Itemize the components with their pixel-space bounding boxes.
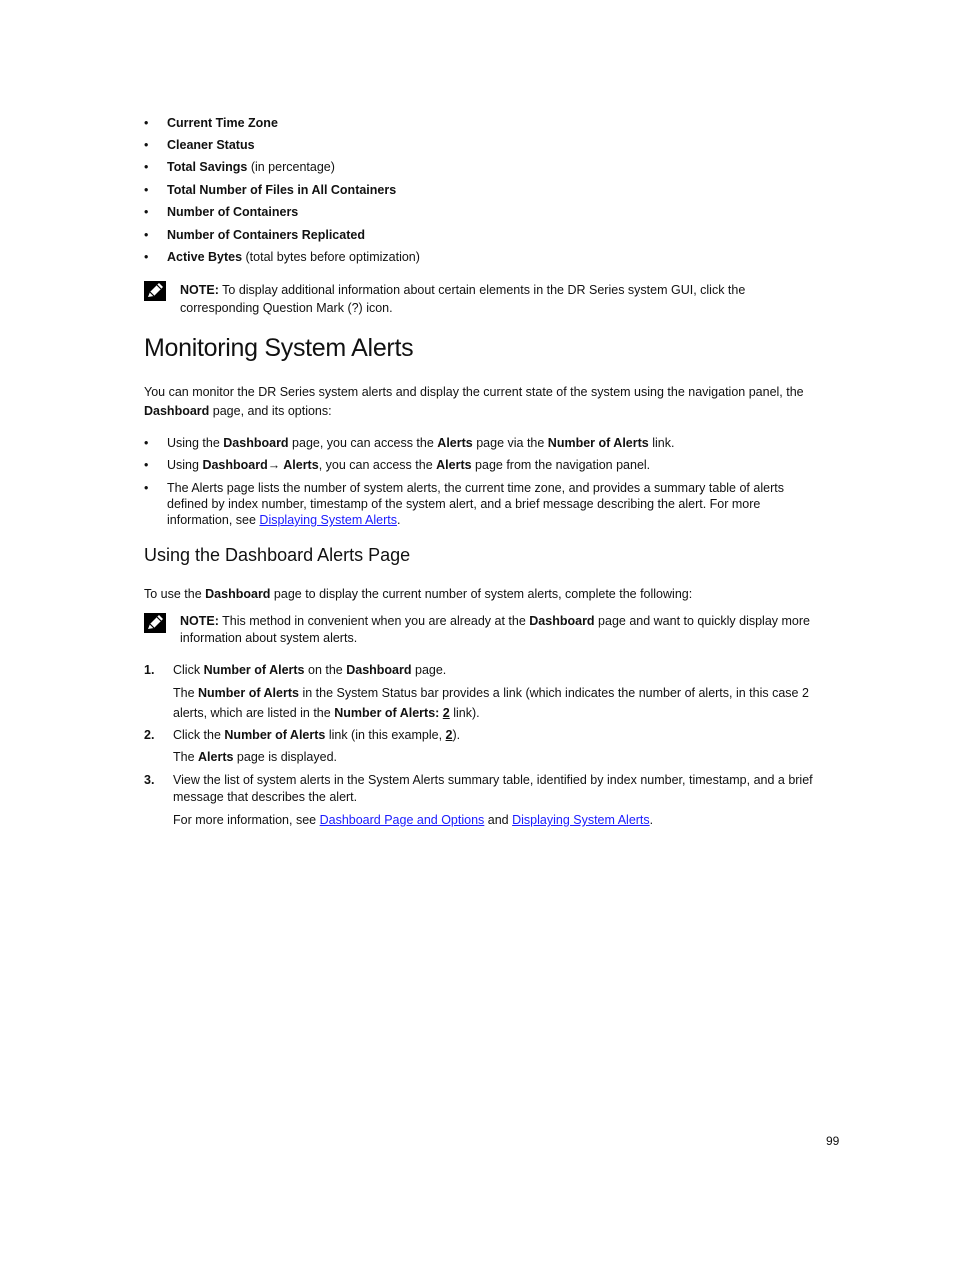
page-title: Monitoring System Alerts: [144, 334, 414, 362]
item-label: Current Time Zone: [167, 116, 278, 130]
page-number: 99: [826, 1134, 840, 1148]
displaying-system-alerts-link[interactable]: Displaying System Alerts: [512, 813, 650, 827]
step-detail: The Alerts page is displayed.: [173, 750, 337, 764]
dashboard-page-and-options-link[interactable]: Dashboard Page and Options: [319, 813, 485, 827]
item-label: Number of Containers: [167, 205, 299, 219]
step-number: 2.: [144, 728, 155, 742]
bullet-icon: •: [144, 116, 149, 130]
bullet-icon: •: [144, 205, 149, 219]
step-number: 3.: [144, 773, 155, 787]
item-label: Number of Containers Replicated: [167, 228, 365, 242]
item-label: Cleaner Status: [167, 138, 255, 152]
bullet-icon: •: [144, 228, 149, 242]
note-pencil-icon: [144, 281, 166, 301]
bullet-icon: •: [144, 160, 149, 174]
item-label: Total Number of Files in All Containers: [167, 183, 397, 197]
step-detail: The Number of Alerts in the System Status bar provides a link (which indicates the number of alerts, in this case 2 alerts, which are listed in the Number of Alerts: 2 link).: [173, 686, 809, 720]
note-pencil-icon: [144, 613, 166, 633]
lead-paragraph: To use the Dashboard page to display the current number of system alerts, complete the following:: [144, 587, 693, 601]
step-number: 1.: [144, 663, 155, 677]
bullet-icon: •: [144, 458, 149, 472]
section-heading: Using the Dashboard Alerts Page: [144, 545, 411, 565]
arrow-icon: →: [267, 458, 281, 472]
bullet-icon: •: [144, 250, 149, 264]
bullet-icon: •: [144, 183, 149, 197]
bullet-icon: •: [144, 138, 149, 152]
item-label: Active Bytes: [167, 250, 243, 264]
step-detail: For more information, see Dashboard Page and Options and Displaying System Alerts.: [173, 813, 654, 827]
note-label: NOTE:: [180, 614, 219, 628]
note-label: NOTE:: [180, 283, 219, 297]
bullet-icon: •: [144, 436, 149, 450]
item-label: Total Savings: [167, 160, 248, 174]
intro-paragraph: You can monitor the DR Series system alerts and display the current state of the system using the navigation panel, the Dashboard page, and its options:: [144, 385, 804, 418]
displaying-system-alerts-link[interactable]: Displaying System Alerts: [259, 513, 397, 527]
bullet-icon: •: [144, 481, 149, 495]
